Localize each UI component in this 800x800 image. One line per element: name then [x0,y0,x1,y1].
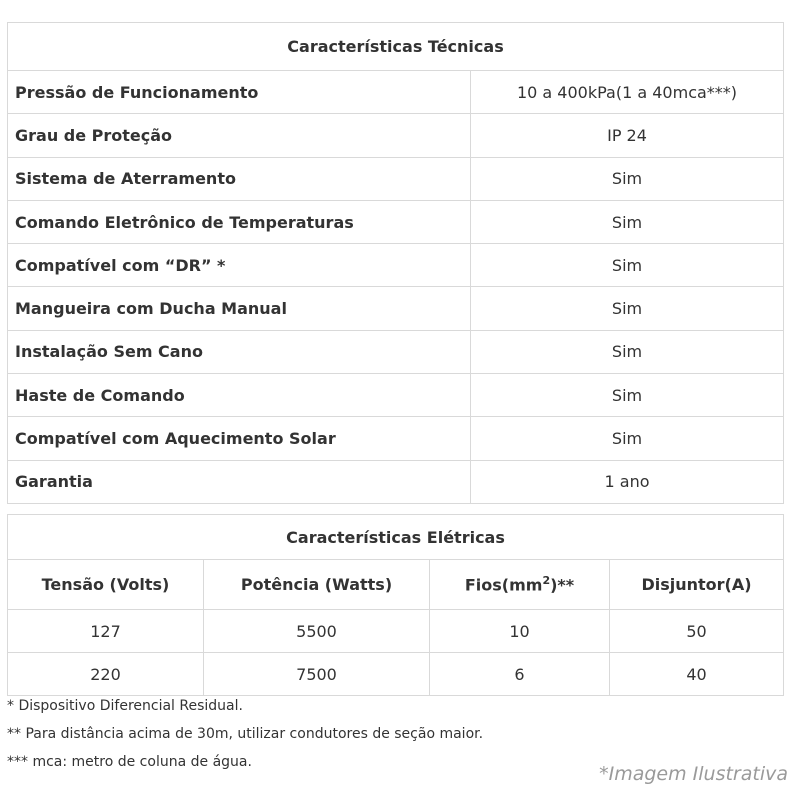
spec-label: Sistema de Aterramento [8,157,471,200]
table-row [8,330,784,373]
footnote-dr: * Dispositivo Diferencial Residual. [7,698,243,714]
table-row [8,374,784,417]
spec-label: Garantia [8,460,471,503]
fios-suffix: )** [550,575,575,595]
table-row [8,460,784,503]
spec-value: 10 a 400kPa(1 a 40mca***) [471,71,784,114]
spec-value: Sim [471,200,784,243]
table-header-row [8,560,784,610]
column-header-disjuntor: Disjuntor(A) [610,560,784,610]
spec-label: Comando Eletrônico de Temperaturas [8,200,471,243]
cell-fios: 10 [430,610,610,653]
cell-tensao: 220 [8,653,204,696]
fios-label: Fios(mm [464,575,543,595]
table-row [8,417,784,460]
column-header-fios [430,560,610,610]
fios-superscript: 2 [542,574,551,588]
spec-value: Sim [471,157,784,200]
spec-value: Sim [471,374,784,417]
spec-label: Pressão de Funcionamento [8,71,471,114]
technical-specs-title: Características Técnicas [8,23,784,71]
spec-value: Sim [471,330,784,373]
footnote-mca: *** mca: metro de coluna de água. [7,754,252,770]
table-row [8,114,784,157]
table-row [8,610,784,653]
illustrative-image-caption: *Imagem Ilustrativa [599,763,788,785]
electrical-specs-title: Características Elétricas [8,515,784,560]
spec-label: Compatível com Aquecimento Solar [8,417,471,460]
cell-potencia: 5500 [204,610,430,653]
cell-fios: 6 [430,653,610,696]
spec-value: Sim [471,417,784,460]
column-header-potencia: Potência (Watts) [204,560,430,610]
spec-value: Sim [471,244,784,287]
spec-value: IP 24 [471,114,784,157]
spec-label: Haste de Comando [8,374,471,417]
cell-disjuntor: 50 [610,610,784,653]
technical-specs-table [7,22,784,504]
spec-value: 1 ano [471,460,784,503]
table-row [8,71,784,114]
table-row [8,157,784,200]
electrical-specs-table [7,514,784,696]
cell-disjuntor: 40 [610,653,784,696]
spec-label: Compatível com “DR” * [8,244,471,287]
column-header-tensao: Tensão (Volts) [8,560,204,610]
spec-label: Instalação Sem Cano [8,330,471,373]
spec-label: Grau de Proteção [8,114,471,157]
spec-value: Sim [471,287,784,330]
table-row [8,244,784,287]
spec-label: Mangueira com Ducha Manual [8,287,471,330]
table-row [8,200,784,243]
cell-potencia: 7500 [204,653,430,696]
cell-tensao: 127 [8,610,204,653]
table-row [8,653,784,696]
footnote-distance: ** Para distância acima de 30m, utilizar condutores de seção maior. [7,726,484,742]
table-row [8,287,784,330]
